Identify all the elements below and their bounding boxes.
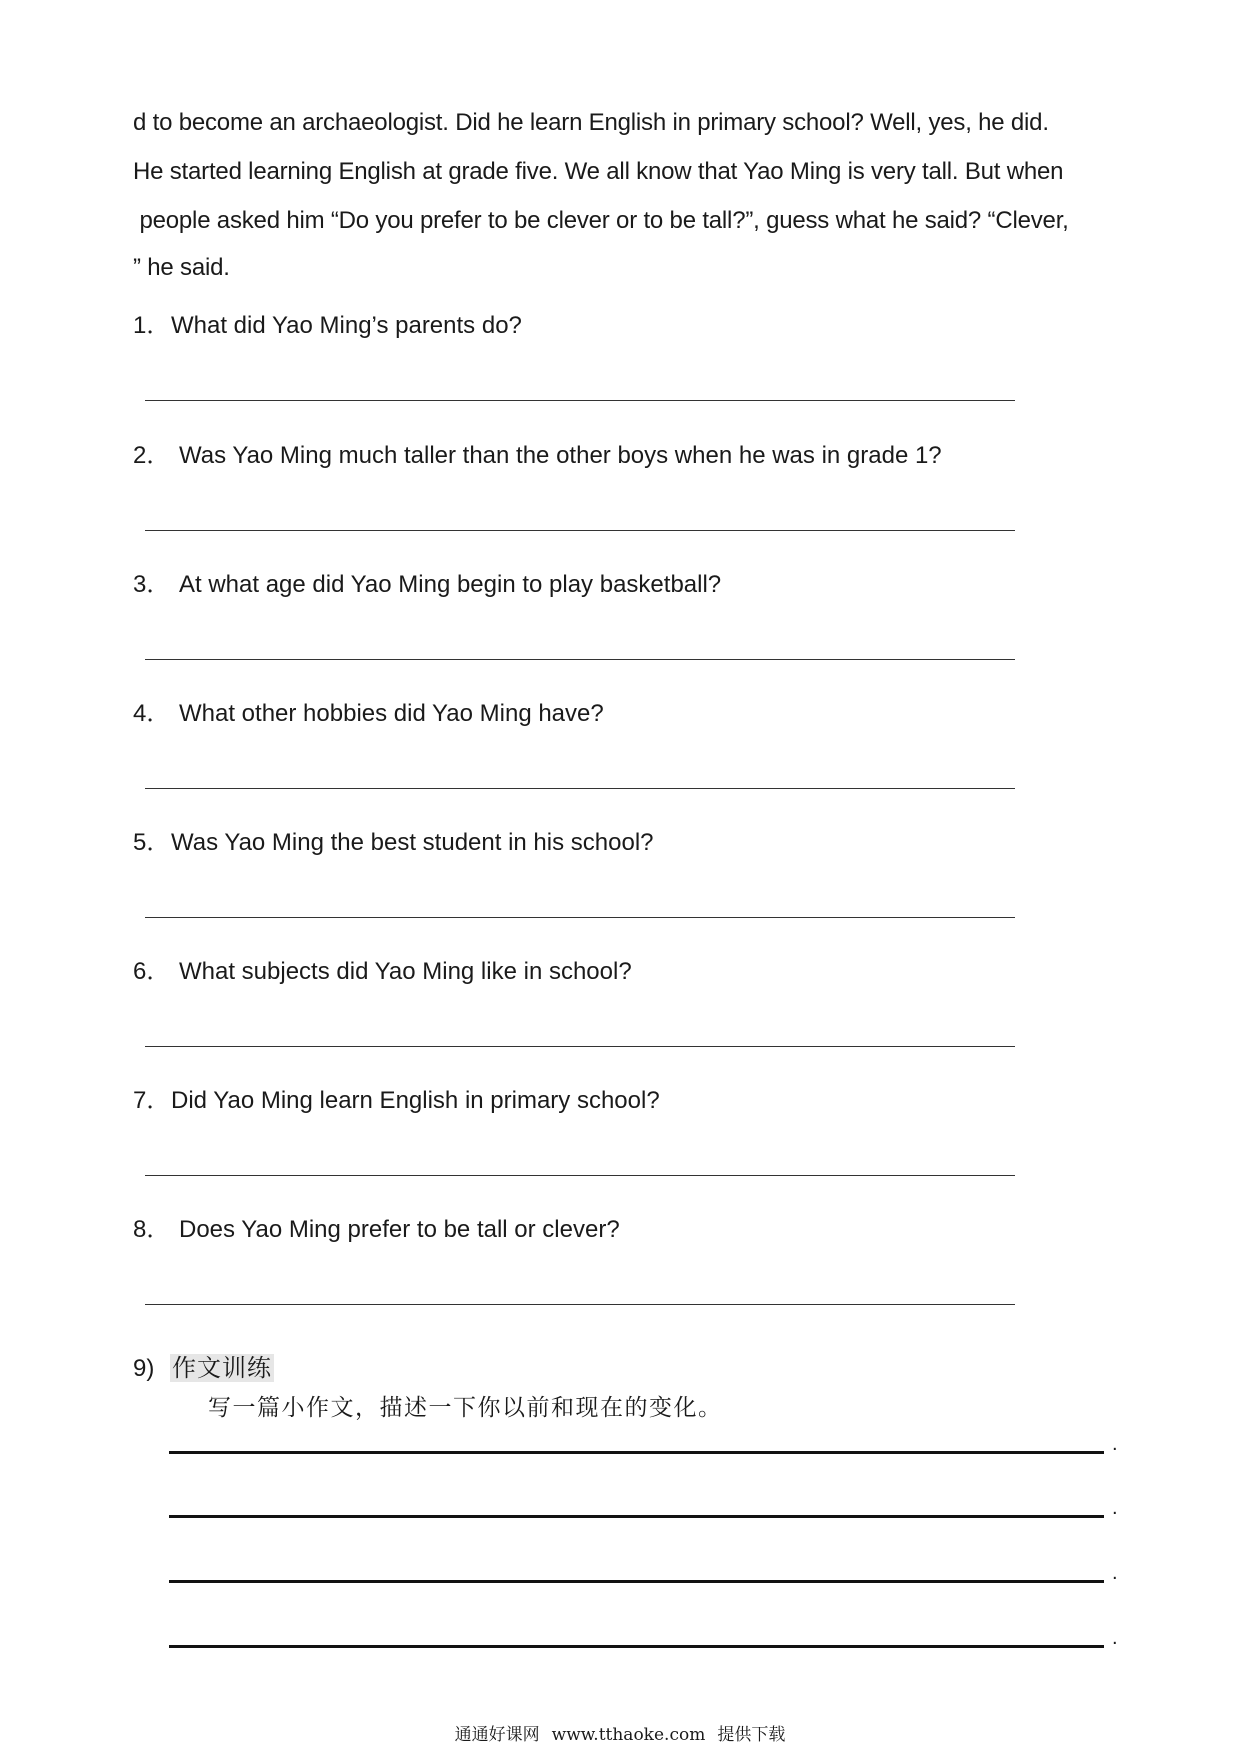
question-number: 3． [133,571,171,598]
question-number: 2． [133,442,171,469]
footer-site-name: 通通好课网 [454,1725,540,1745]
question-text: What subjects did Yao Ming like in school? [179,958,632,985]
question-6 [133,958,632,986]
question-3 [133,571,721,599]
writing-line-end: . [1112,1497,1118,1519]
question-text: Did Yao Ming learn English in primary school? [171,1087,660,1114]
answer-line-7[interactable] [145,1175,1015,1176]
footer-note: 提供下载 [717,1725,786,1745]
writing-line-end: . [1112,1562,1118,1584]
question-4 [133,700,604,728]
question-text: Was Yao Ming much taller than the other boys when he was in grade 1? [179,442,942,469]
question-2 [133,442,942,470]
question-8 [133,1216,620,1244]
footer-url[interactable]: www.tthaoke.com [551,1725,706,1745]
question-1 [133,312,522,340]
question-text: What other hobbies did Yao Ming have? [179,700,604,727]
question-text: What did Yao Ming’s parents do? [171,312,522,339]
section-number: 9) [133,1355,155,1382]
answer-line-2[interactable] [145,530,1015,531]
passage-line-1: d to become an archaeologist. Did he learn English in primary school? Well, yes, he did. [133,109,1049,136]
question-number: 1． [133,312,171,339]
passage-line-4: ” he said. [133,254,230,281]
passage-line-2: He started learning English at grade five. We all know that Yao Ming is very tall. But when [133,158,1064,185]
answer-line-1[interactable] [145,400,1015,401]
writing-instruction: 写一篇小作文，描述一下你以前和现在的变化。 [208,1395,723,1421]
question-number: 4． [133,700,171,727]
question-text: Does Yao Ming prefer to be tall or clever? [179,1216,620,1243]
section-label: 作文训练 [172,1354,272,1382]
answer-line-8[interactable] [145,1304,1015,1305]
answer-line-5[interactable] [145,917,1015,918]
page-footer [0,1724,1240,1746]
question-number: 7． [133,1087,171,1114]
writing-line-1[interactable] [169,1451,1104,1454]
writing-line-end: . [1112,1433,1118,1455]
writing-section-heading [133,1352,274,1385]
answer-line-4[interactable] [145,788,1015,789]
answer-line-6[interactable] [145,1046,1015,1047]
question-text: Was Yao Ming the best student in his school? [171,829,654,856]
writing-line-3[interactable] [169,1580,1104,1583]
question-number: 5． [133,829,171,856]
question-5 [133,829,654,857]
question-7 [133,1087,660,1115]
passage-line-3: people asked him “Do you prefer to be clever or to be tall?”, guess what he said? “Clever, [133,207,1069,234]
writing-line-end: . [1112,1627,1118,1649]
question-number: 6． [133,958,171,985]
answer-line-3[interactable] [145,659,1015,660]
writing-line-4[interactable] [169,1645,1104,1648]
question-text: At what age did Yao Ming begin to play basketball? [179,571,722,598]
writing-line-2[interactable] [169,1515,1104,1518]
question-number: 8． [133,1216,171,1243]
